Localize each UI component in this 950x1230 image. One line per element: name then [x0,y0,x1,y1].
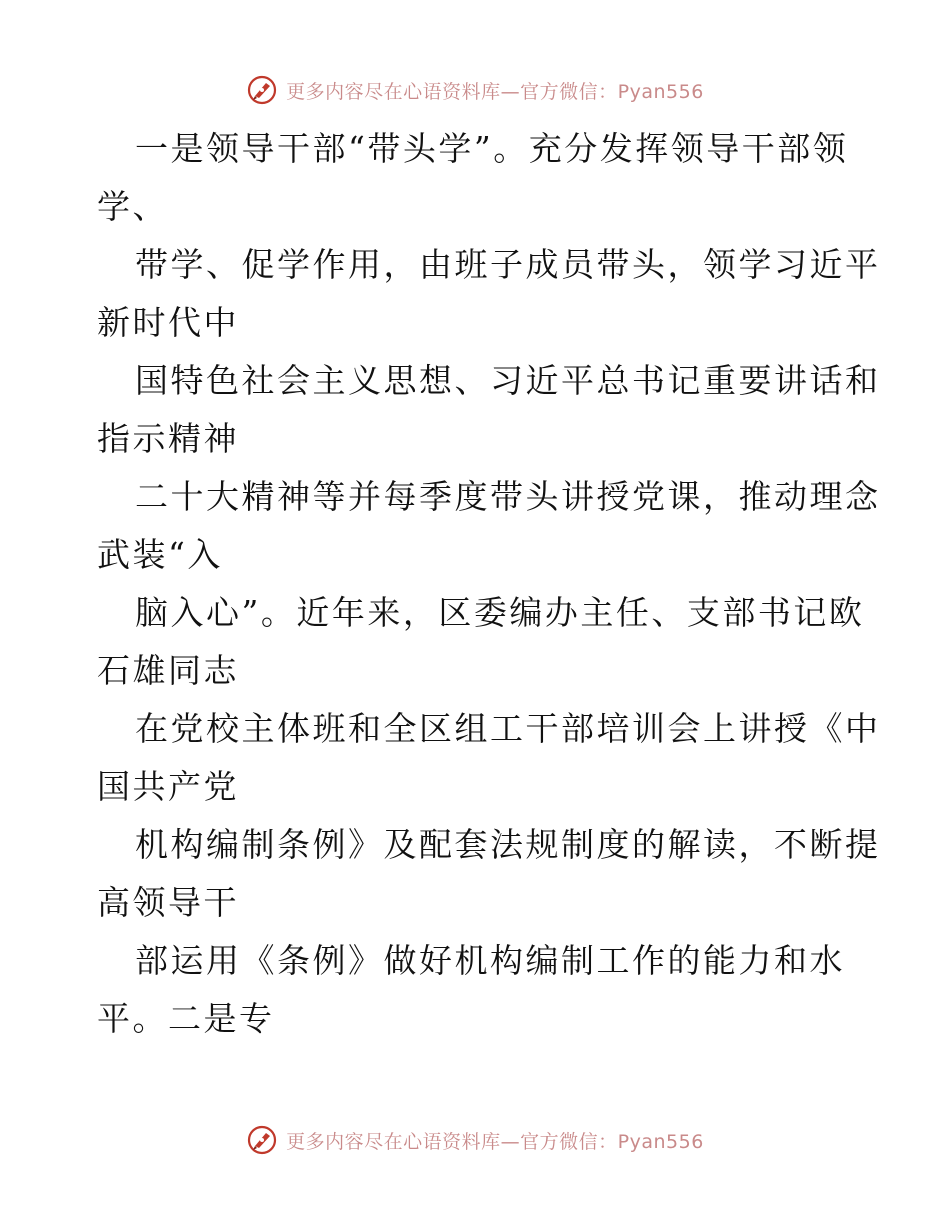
body-line: 脑入心”。近年来，区委编办主任、支部书记欧 [135,593,865,632]
body-line: 学、 [97,187,168,226]
footer-banner [0,1122,950,1158]
header-banner [0,72,950,108]
body-line: 一是领导干部“带头学”。充分发挥领导干部领 [135,129,849,168]
footer-banner-text: 更多内容尽在心语资料库—官方微信：Pyan556 [286,1130,704,1153]
body-line: 在党校主体班和全区组工干部培训会上讲授《中 [135,709,881,748]
body-line: 二十大精神等并每季度带头讲授党课，推动理念 [135,477,881,516]
body-line: 带学、促学作用，由班子成员带头，领学习近平 [135,245,881,284]
body-line: 石雄同志 [97,651,239,690]
body-line: 新时代中 [97,303,239,342]
body-line: 机构编制条例》及配套法规制度的解读，不断提 [135,825,881,864]
body-line: 国共产党 [97,767,239,806]
body-line: 国特色社会主义思想、习近平总书记重要讲话和 [135,361,881,400]
body-line: 部运用《条例》做好机构编制工作的能力和水 [135,941,845,980]
body-line: 高领导干 [97,883,239,922]
header-banner-text: 更多内容尽在心语资料库—官方微信：Pyan556 [286,80,704,103]
quill-logo-icon [246,1124,278,1156]
body-line: 平。二是专 [97,999,275,1038]
body-line: 指示精神 [97,419,239,458]
quill-logo-icon [246,74,278,106]
document-body [97,120,881,1048]
body-line: 武装“入 [97,535,223,574]
